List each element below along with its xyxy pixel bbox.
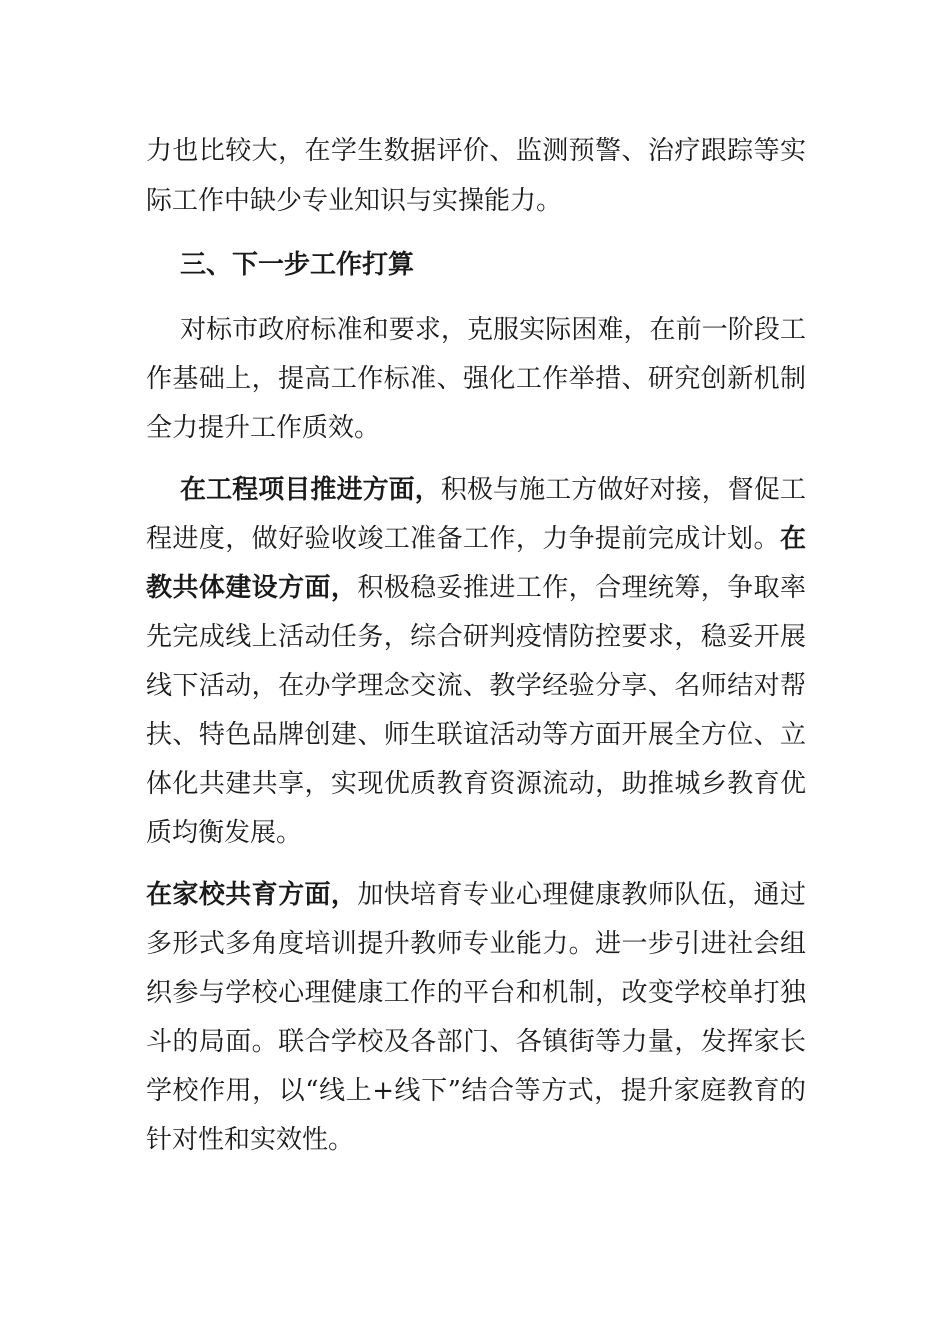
- project-line-2-text: 程进度，做好验收竣工准备工作，力争提前完成计划。: [146, 524, 780, 554]
- continuation-line-1: 力也比较大，在学生数据评价、监测预警、治疗跟踪等实: [146, 136, 806, 166]
- homeschool-line-1: [146, 877, 806, 913]
- edu-community-bold-lead: 教共体建设方面，: [146, 573, 358, 603]
- homeschool-line-4: 斗的局面。联合学校及各部门、各镇街等力量，发挥家长: [146, 1027, 806, 1057]
- project-line-1-rest: 积极与施工方做好对接，督促工: [440, 475, 806, 505]
- project-line-7: 体化共建共享，实现优质教育资源流动，助推城乡教育优: [146, 769, 806, 799]
- project-line-3: [146, 570, 806, 606]
- homeschool-line-1-rest: 加快培育专业心理健康教师队伍，通过: [357, 880, 806, 910]
- intro-line-3: 全力提升工作质效。: [146, 413, 381, 443]
- homeschool-bold-lead: 在家校共育方面，: [146, 880, 358, 910]
- homeschool-line-2: 多形式多角度培训提升教师专业能力。进一步引进社会组: [146, 929, 806, 959]
- homeschool-line-5: 学校作用，以“线上+线下”结合等方式，提升家庭教育的: [146, 1076, 806, 1106]
- homeschool-line-3: 织参与学校心理健康工作的平台和机制，改变学校单打独: [146, 978, 806, 1008]
- continuation-line-2: 际工作中缺少专业知识与实操能力。: [146, 186, 563, 216]
- project-line-2: [146, 521, 806, 557]
- project-line-4: 先完成线上活动任务，综合研判疫情防控要求，稳妥开展: [146, 622, 806, 652]
- project-line-8: 质均衡发展。: [146, 818, 303, 848]
- project-line-6: 扶、特色品牌创建、师生联谊活动等方面开展全方位、立: [146, 720, 806, 750]
- project-line-1: [180, 472, 806, 508]
- homeschool-line-6: 针对性和实效性。: [146, 1125, 355, 1155]
- project-line-5: 线下活动，在办学理念交流、教学经验分享、名师结对帮: [146, 671, 806, 701]
- project-bold-lead: 在工程项目推进方面，: [180, 475, 441, 505]
- intro-line-1: 对标市政府标准和要求，克服实际困难，在前一阶段工: [180, 315, 806, 345]
- section-heading: 三、下一步工作打算: [180, 250, 415, 280]
- project-line-2-bold-tail: 在: [779, 524, 806, 554]
- intro-line-2: 作基础上，提高工作标准、强化工作举措、研究创新机制: [146, 364, 806, 394]
- project-line-3-rest: 积极稳妥推进工作，合理统筹，争取率: [357, 573, 806, 603]
